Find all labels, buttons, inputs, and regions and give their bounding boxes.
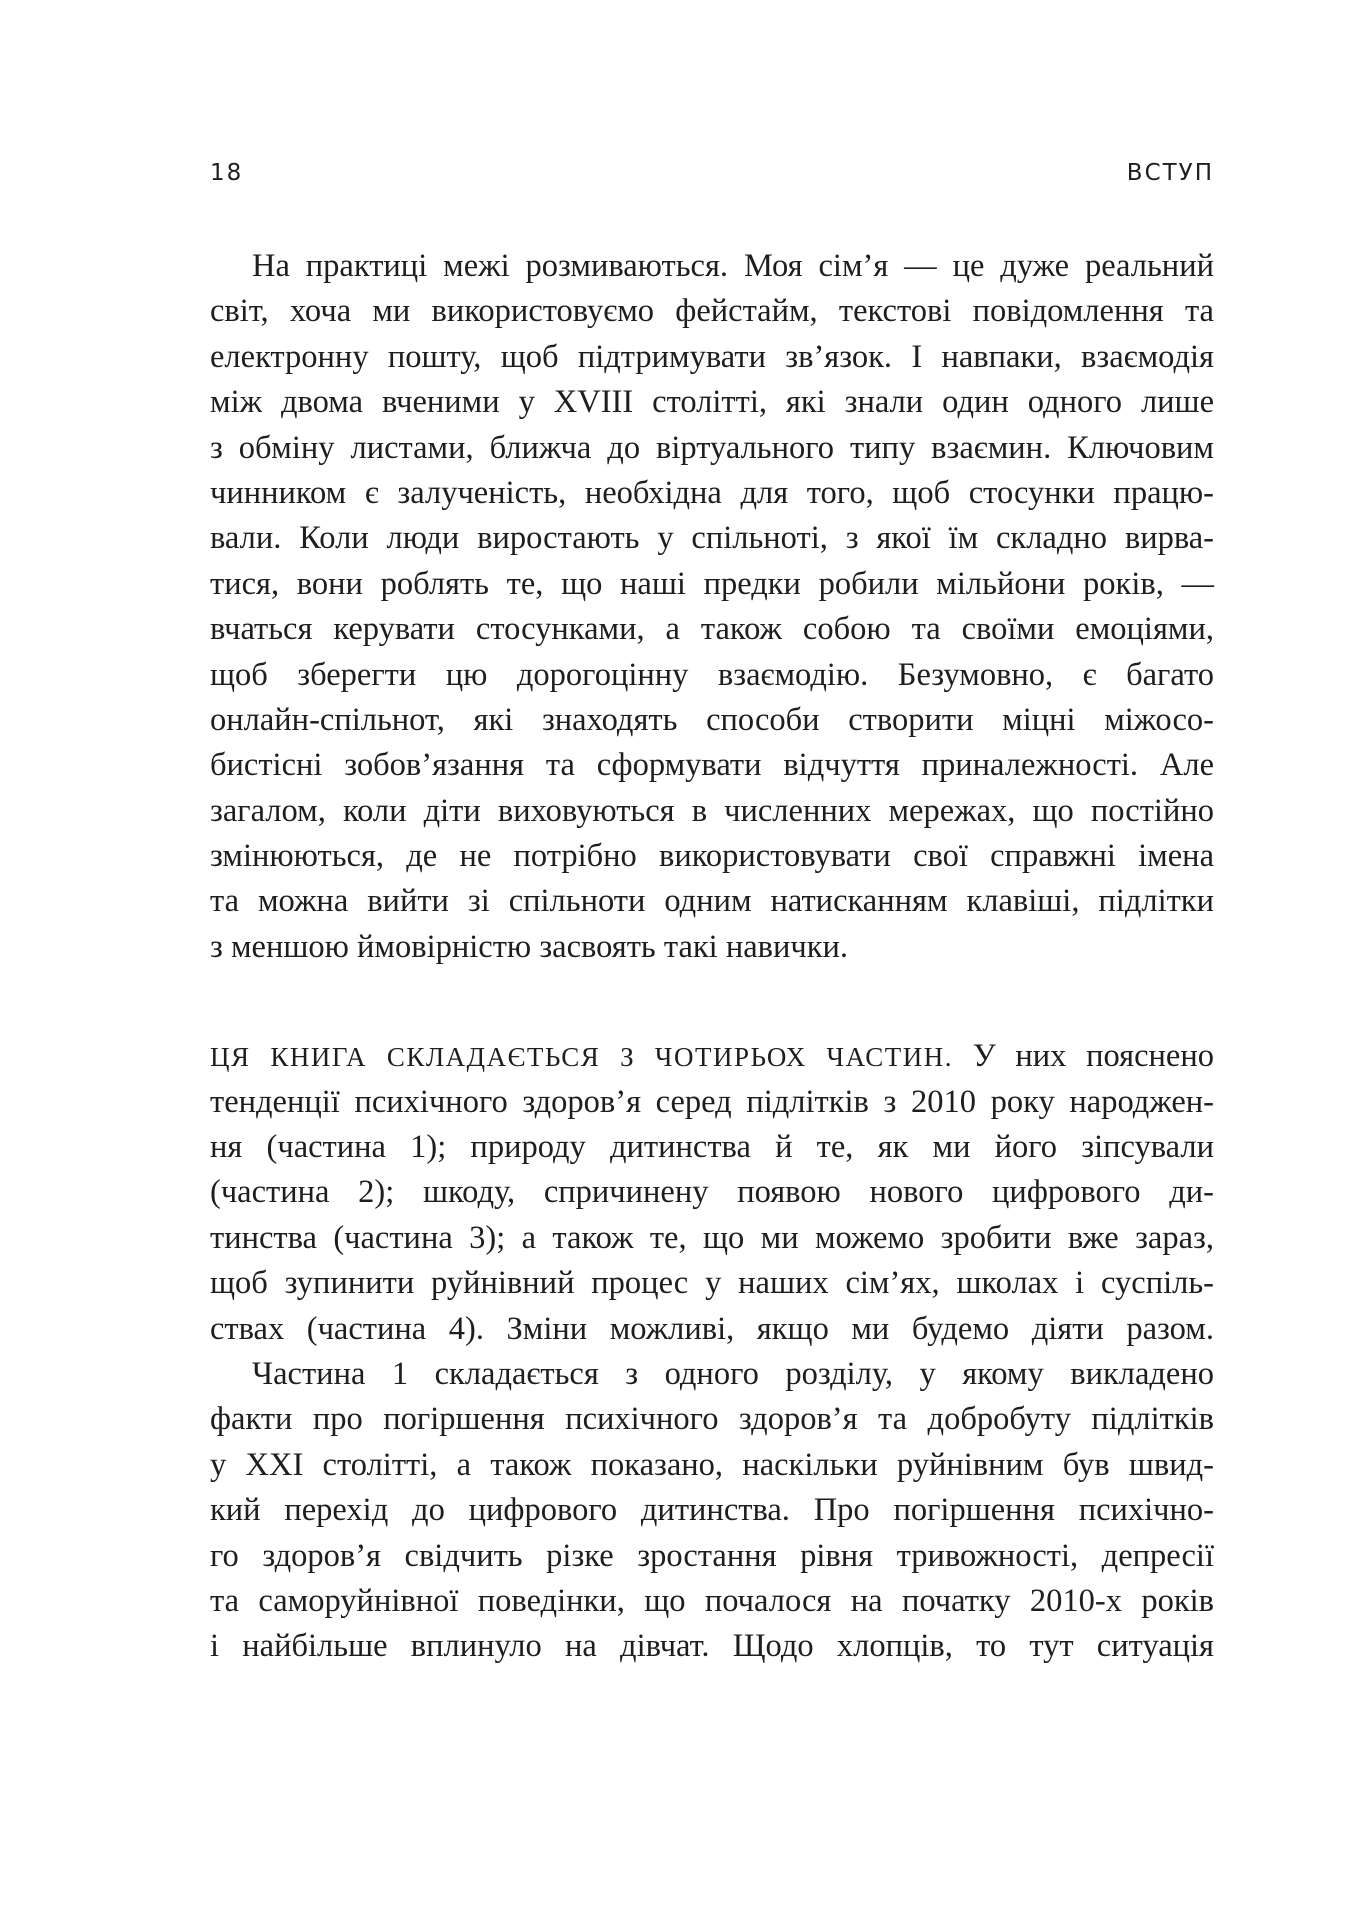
- text-line: з обміну листами, ближча до віртуального типу взаємин. Ключовим: [210, 429, 1214, 466]
- text-line: ствах (частина 4). Зміни можливі, якщо ми будемо діяти разом.: [210, 1310, 1214, 1347]
- text-line: бистісні зобов’язання та сформувати відчуття приналежності. Але: [210, 747, 1214, 784]
- text-line: вчаться керувати стосунками, а також собою та своїми емоціями,: [210, 611, 1214, 648]
- page-number: 18: [210, 160, 244, 186]
- text-line: світ, хоча ми використовуємо фейстайм, текстові повідомлення та: [210, 293, 1214, 330]
- text-line: електронну пошту, щоб підтримувати зв’язок. І навпаки, взаємодія: [210, 338, 1214, 375]
- text-line: ня (частина 1); природу дитинства й те, як ми його зіпсували: [210, 1129, 1214, 1166]
- text-line: та можна вийти зі спільноти одним натисканням клавіші, підлітки: [210, 883, 1214, 920]
- paragraph: [210, 1352, 1214, 1670]
- text-line: між двома вченими у XVIII столітті, які знали один одного лише: [210, 384, 1214, 421]
- text-line: щоб зупинити руйнівний процес у наших сім’ях, школах і суспіль-: [210, 1265, 1214, 1302]
- text-line: [210, 1034, 1214, 1079]
- text-line: кий перехід до цифрового дитинства. Про погіршення психічно-: [210, 1492, 1214, 1529]
- text-line: і найбільше вплинуло на дівчат. Щодо хлопців, то тут ситуація: [210, 1628, 1214, 1665]
- text-line: На практиці межі розмиваються. Моя сім’я — це дуже реальний: [252, 248, 1214, 284]
- text-line: щоб зберегти цю дорогоцінну взаємодію. Безумовно, є багато: [210, 656, 1214, 693]
- text-line: факти про погіршення психічного здоров’я та добробуту підлітків: [210, 1401, 1214, 1438]
- text-run: У них пояснено: [952, 1038, 1214, 1075]
- section-break: [210, 970, 1214, 1034]
- text-line: загалом, коли діти виховуються в численних мережах, що постійно: [210, 792, 1214, 829]
- section-title: ВСТУП: [1126, 160, 1214, 186]
- text-line: Частина 1 складається з одного розділу, у якому викладено: [252, 1355, 1214, 1392]
- text-line: з меншою ймовірністю засвоять такі навички.: [210, 928, 849, 965]
- text-line: чинником є залученість, необхідна для того, щоб стосунки працю-: [210, 474, 1214, 511]
- running-head: [210, 160, 1214, 196]
- body-text: [210, 244, 1214, 1670]
- text-line: го здоров’я свідчить різке зростання рівня тривожності, депресії: [210, 1537, 1214, 1574]
- paragraph: [210, 244, 1214, 970]
- text-line: тенденції психічного здоров’я серед підлітків з 2010 року народжен-: [210, 1083, 1214, 1120]
- text-line: змінюються, де не потрібно використовувати свої справжні імена: [210, 838, 1214, 875]
- text-line: (частина 2); шкоду, спричинену появою нового цифрового ди-: [210, 1174, 1214, 1211]
- paragraph: [210, 1034, 1214, 1352]
- text-line: вали. Коли люди виростають у спільноті, з якої їм складно вирва-: [210, 520, 1214, 557]
- text-line: та саморуйнівної поведінки, що почалося на початку 2010-х років: [210, 1582, 1214, 1619]
- text-line: тинства (частина 3); а також те, що ми можемо зробити вже зараз,: [210, 1219, 1214, 1256]
- text-line: у XXI столітті, а також показано, наскільки руйнівним був швид-: [210, 1446, 1214, 1483]
- text-line: тися, вони роблять те, що наші предки робили мільйони років, —: [210, 565, 1214, 602]
- small-caps-lead-in: ЦЯ КНИГА СКЛАДАЄТЬСЯ З ЧОТИРЬОХ ЧАСТИН.: [210, 1042, 953, 1073]
- text-line: онлайн-спільнот, які знаходять способи створити міцні міжосо-: [210, 701, 1214, 738]
